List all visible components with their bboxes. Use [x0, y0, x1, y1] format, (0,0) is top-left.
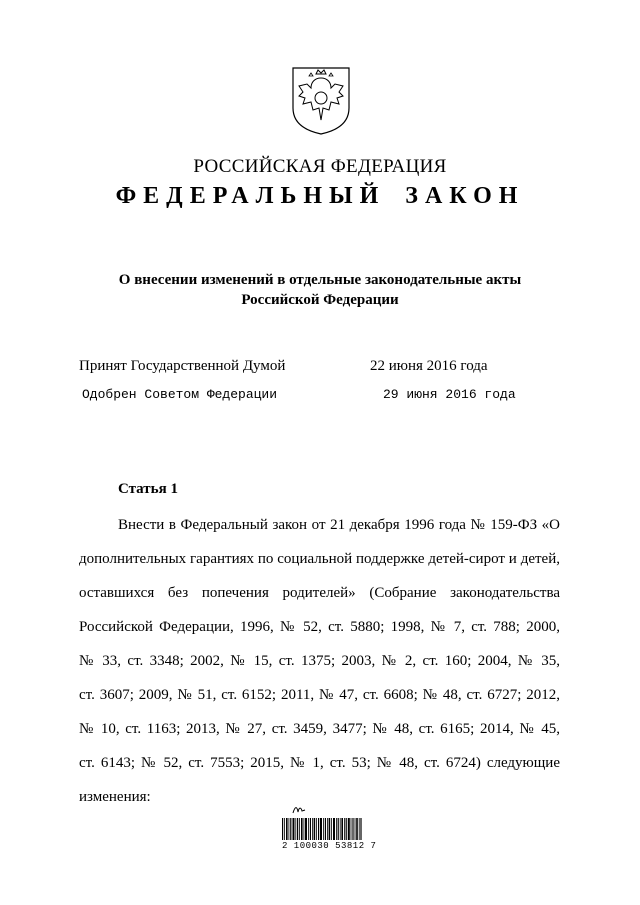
article-line: дополнительных гарантиях по социальной поддержке детей-сирот и детей, [79, 551, 560, 567]
barcode-icon [282, 818, 362, 840]
document-type-word1: ФЕДЕРАЛЬНЫЙ [115, 183, 386, 209]
article-line: ст. 3607; 2009, № 51, ст. 6152; 2011, № 47, ст. 6608; № 48, ст. 6727; 2012, [79, 687, 560, 703]
council-approval-label: Одобрен Советом Федерации [82, 387, 278, 402]
article-line: Внести в Федеральный закон от 21 декабря 1996 года № 159-ФЗ «О [118, 517, 560, 533]
article-heading: Статья 1 [118, 481, 178, 497]
duma-adoption-date: 22 июня 2016 года [370, 358, 488, 374]
law-title [0, 270, 640, 310]
law-title-line1: О внесении изменений в отдельные законодательные акты [118, 272, 522, 288]
council-approval-date: 29 июня 2016 года [383, 387, 516, 402]
coat-of-arms-icon [289, 64, 353, 136]
article-line: № 33, ст. 3348; 2002, № 15, ст. 1375; 2003, № 2, ст. 160; 2004, № 35, [79, 653, 560, 669]
article-body [79, 508, 560, 814]
barcode-number: 2 100030 53812 7 [282, 841, 377, 851]
article-line: оставшихся без попечения родителей» (Собрание законодательства [79, 585, 560, 601]
document-type [0, 183, 640, 210]
article-line: Российской Федерации, 1996, № 52, ст. 5880; 1998, № 7, ст. 788; 2000, [79, 619, 560, 635]
duma-adoption-label: Принят Государственной Думой [79, 358, 286, 374]
signature-mark-icon [292, 804, 306, 819]
article-line: ст. 6143; № 52, ст. 7553; 2015, № 1, ст. 53; № 48, ст. 6724) следующие [79, 755, 560, 771]
article-line: № 10, ст. 1163; 2013, № 27, ст. 3459, 3477; № 48, ст. 6165; 2014, № 45, [79, 721, 560, 737]
law-title-line2: Российской Федерации [241, 292, 399, 308]
country-name: РОССИЙСКАЯ ФЕДЕРАЦИЯ [193, 156, 447, 177]
document-type-word2: ЗАКОН [405, 183, 525, 209]
article-line: изменения: [79, 789, 151, 805]
